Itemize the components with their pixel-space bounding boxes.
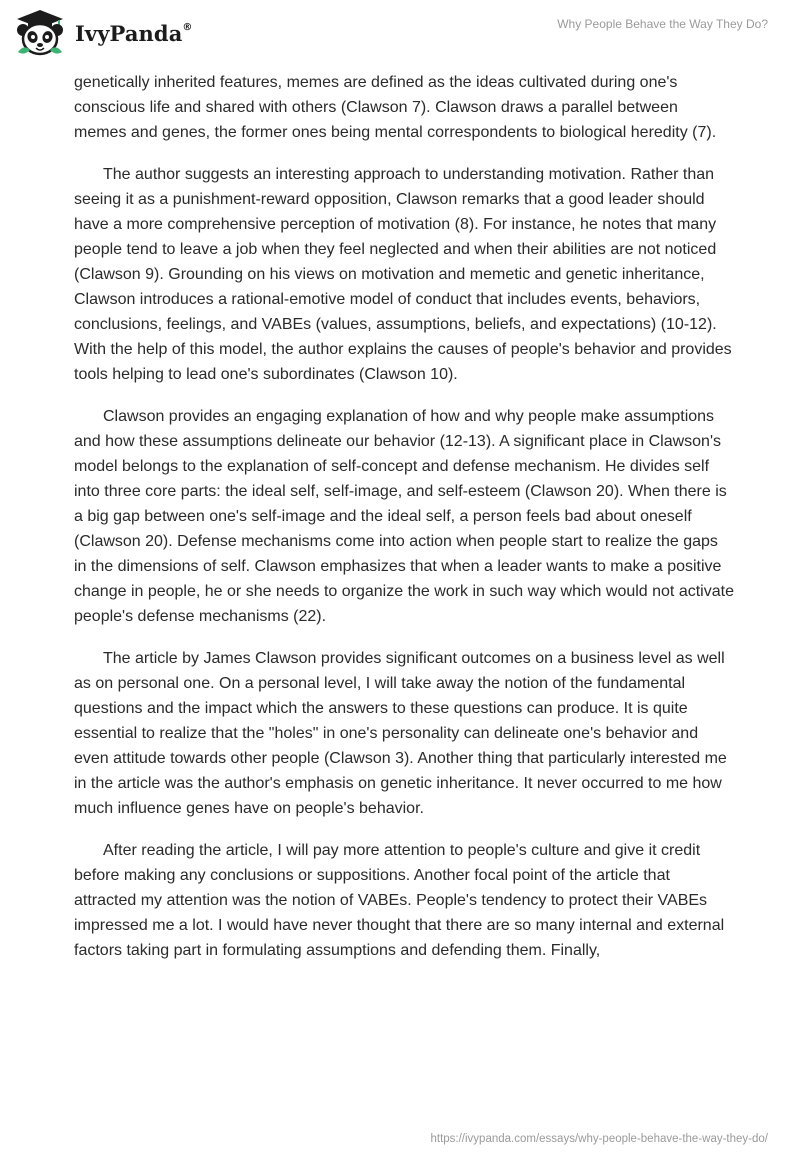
- paragraph-2: The author suggests an interesting approach to understanding motivation. Rather than seeing it as a punishment-reward opposition, Clawson remarks that a good leader should have a more comprehensive perception of motivation (8). For instance, he notes that many people tend to leave a job when they feel neglected and when their abilities are not noticed (Clawson 9). Grounding on his views on motivation and memetic and genetic inheritance, Clawson introduces a rational-emotive model of conduct that includes events, behaviors, conclusions, feelings, and VABEs (values, assumptions, beliefs, and expectations) (10-12). With the help of this model, the author explains the causes of people's behavior and provides tools helping to lead one's subordinates (Clawson 10).: [74, 166, 732, 383]
- ivypanda-logo[interactable]: [14, 8, 193, 58]
- paragraph-3: Clawson provides an engaging explanation of how and why people make assumptions and how these assumptions delineate our behavior (12-13). A significant place in Clawson's model belongs to the explanation of self-concept and defense mechanism. He divides self into three core parts: the ideal self, self-image, and self-esteem (Clawson 20). When there is a big gap between one's self-image and the ideal self, a person feels bad about oneself (Clawson 20). Defense mechanisms come into action when people start to realize the gaps in the dimensions of self. Clawson emphasizes that when a leader wants to make a positive change in people, he or she needs to organize the work in such way which would not activate people's defense mechanisms (22).: [74, 408, 734, 625]
- registered-mark: ®: [182, 21, 193, 33]
- document-title: Why People Behave the Way They Do?: [557, 17, 768, 31]
- paragraph-4: The article by James Clawson provides significant outcomes on a business level as well as on personal one. On a personal level, I will take away the notion of the fundamental questions and the impact which the answers to these questions can produce. It is quite essential to realize that the "holes" in one's personality can delineate one's behavior and even attitude towards other people (Clawson 3). Another thing that particularly interested me in the article was the author's emphasis on genetic inheritance. It never occurred to me how much influence genes have on people's behavior.: [74, 650, 727, 817]
- panda-graduate-icon: [14, 8, 66, 58]
- source-url[interactable]: https://ivypanda.com/essays/why-people-behave-the-way-they-do/: [430, 1133, 768, 1145]
- page-header: [0, 0, 800, 60]
- paragraph-1: genetically inherited features, memes are defined as the ideas cultivated during one's conscious life and shared with others (Clawson 7). Clawson draws a parallel between memes and genes, the former ones being mental correspondents to biological heredity (7).: [74, 74, 717, 141]
- essay-body: [74, 70, 734, 980]
- brand-name: IvyPanda®: [75, 20, 193, 46]
- paragraph-5: After reading the article, I will pay more attention to people's culture and give it credit before making any conclusions or suppositions. Another focal point of the article that attracted my attention was the notion of VABEs. People's tendency to protect their VABEs impressed me a lot. I would have never thought that there are so many internal and external factors taking part in formulating assumptions and defending them. Finally,: [74, 842, 725, 959]
